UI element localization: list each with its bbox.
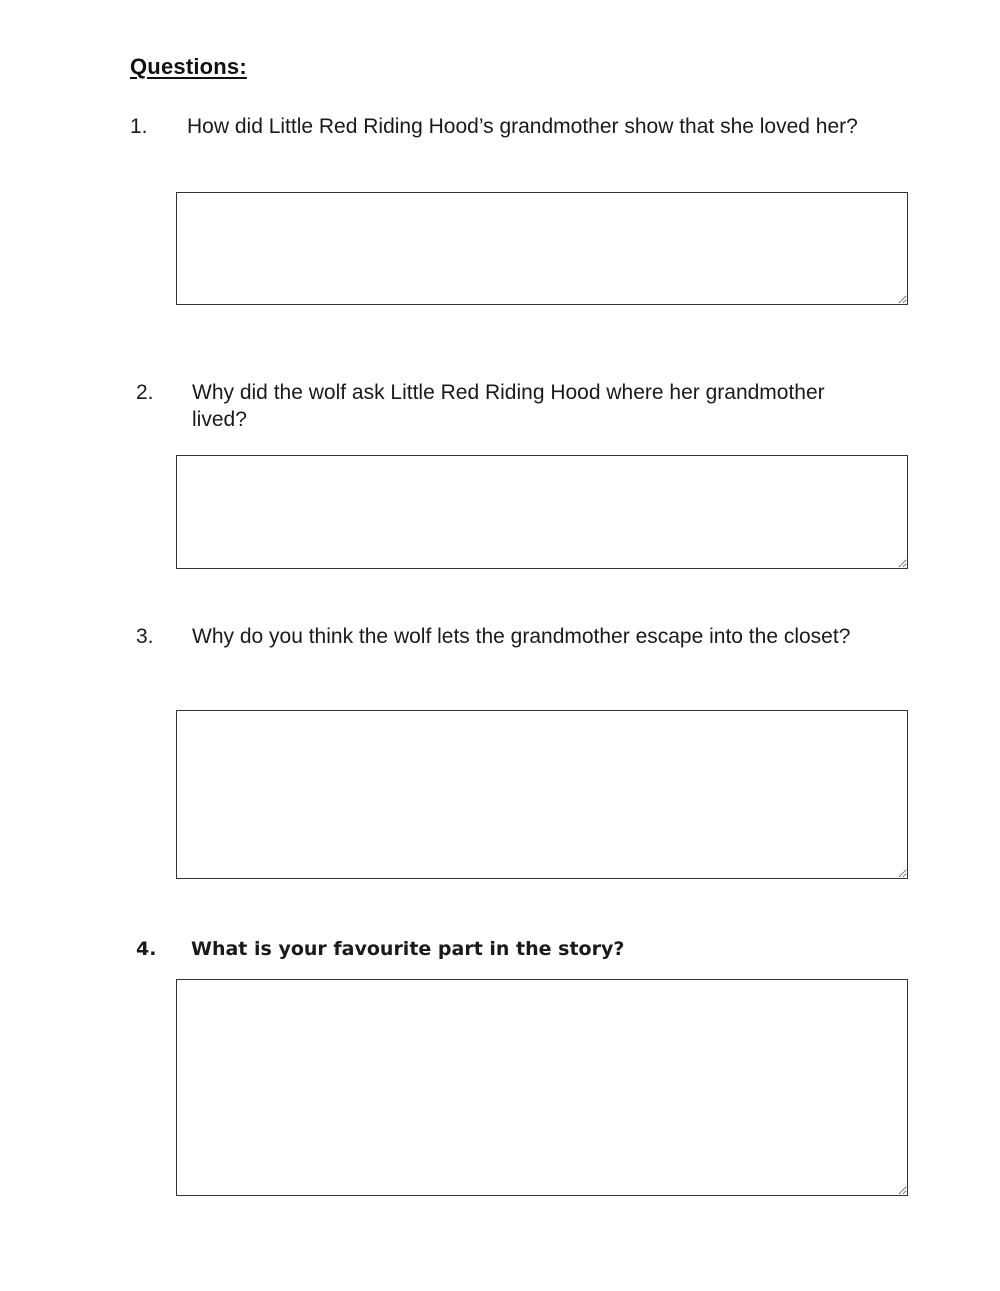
- question-1-number: 1.: [130, 115, 148, 138]
- question-4-text: What is your favourite part in the story?: [191, 938, 625, 960]
- question-2-number: 2.: [136, 381, 154, 404]
- question-3-text: Why do you think the wolf lets the grandmother escape into the closet?: [192, 625, 851, 648]
- answer-box-2[interactable]: [176, 455, 908, 569]
- answer-box-4[interactable]: [176, 979, 908, 1196]
- question-3-number: 3.: [136, 625, 154, 648]
- page-title: Questions:: [130, 54, 247, 79]
- question-4-number: 4.: [136, 938, 157, 960]
- answer-box-3[interactable]: [176, 710, 908, 879]
- question-1-text: How did Little Red Riding Hood’s grandmother show that she loved her?: [187, 115, 858, 138]
- question-2-text: Why did the wolf ask Little Red Riding Hood where her grandmother lived?: [192, 381, 825, 431]
- answer-box-1[interactable]: [176, 192, 908, 305]
